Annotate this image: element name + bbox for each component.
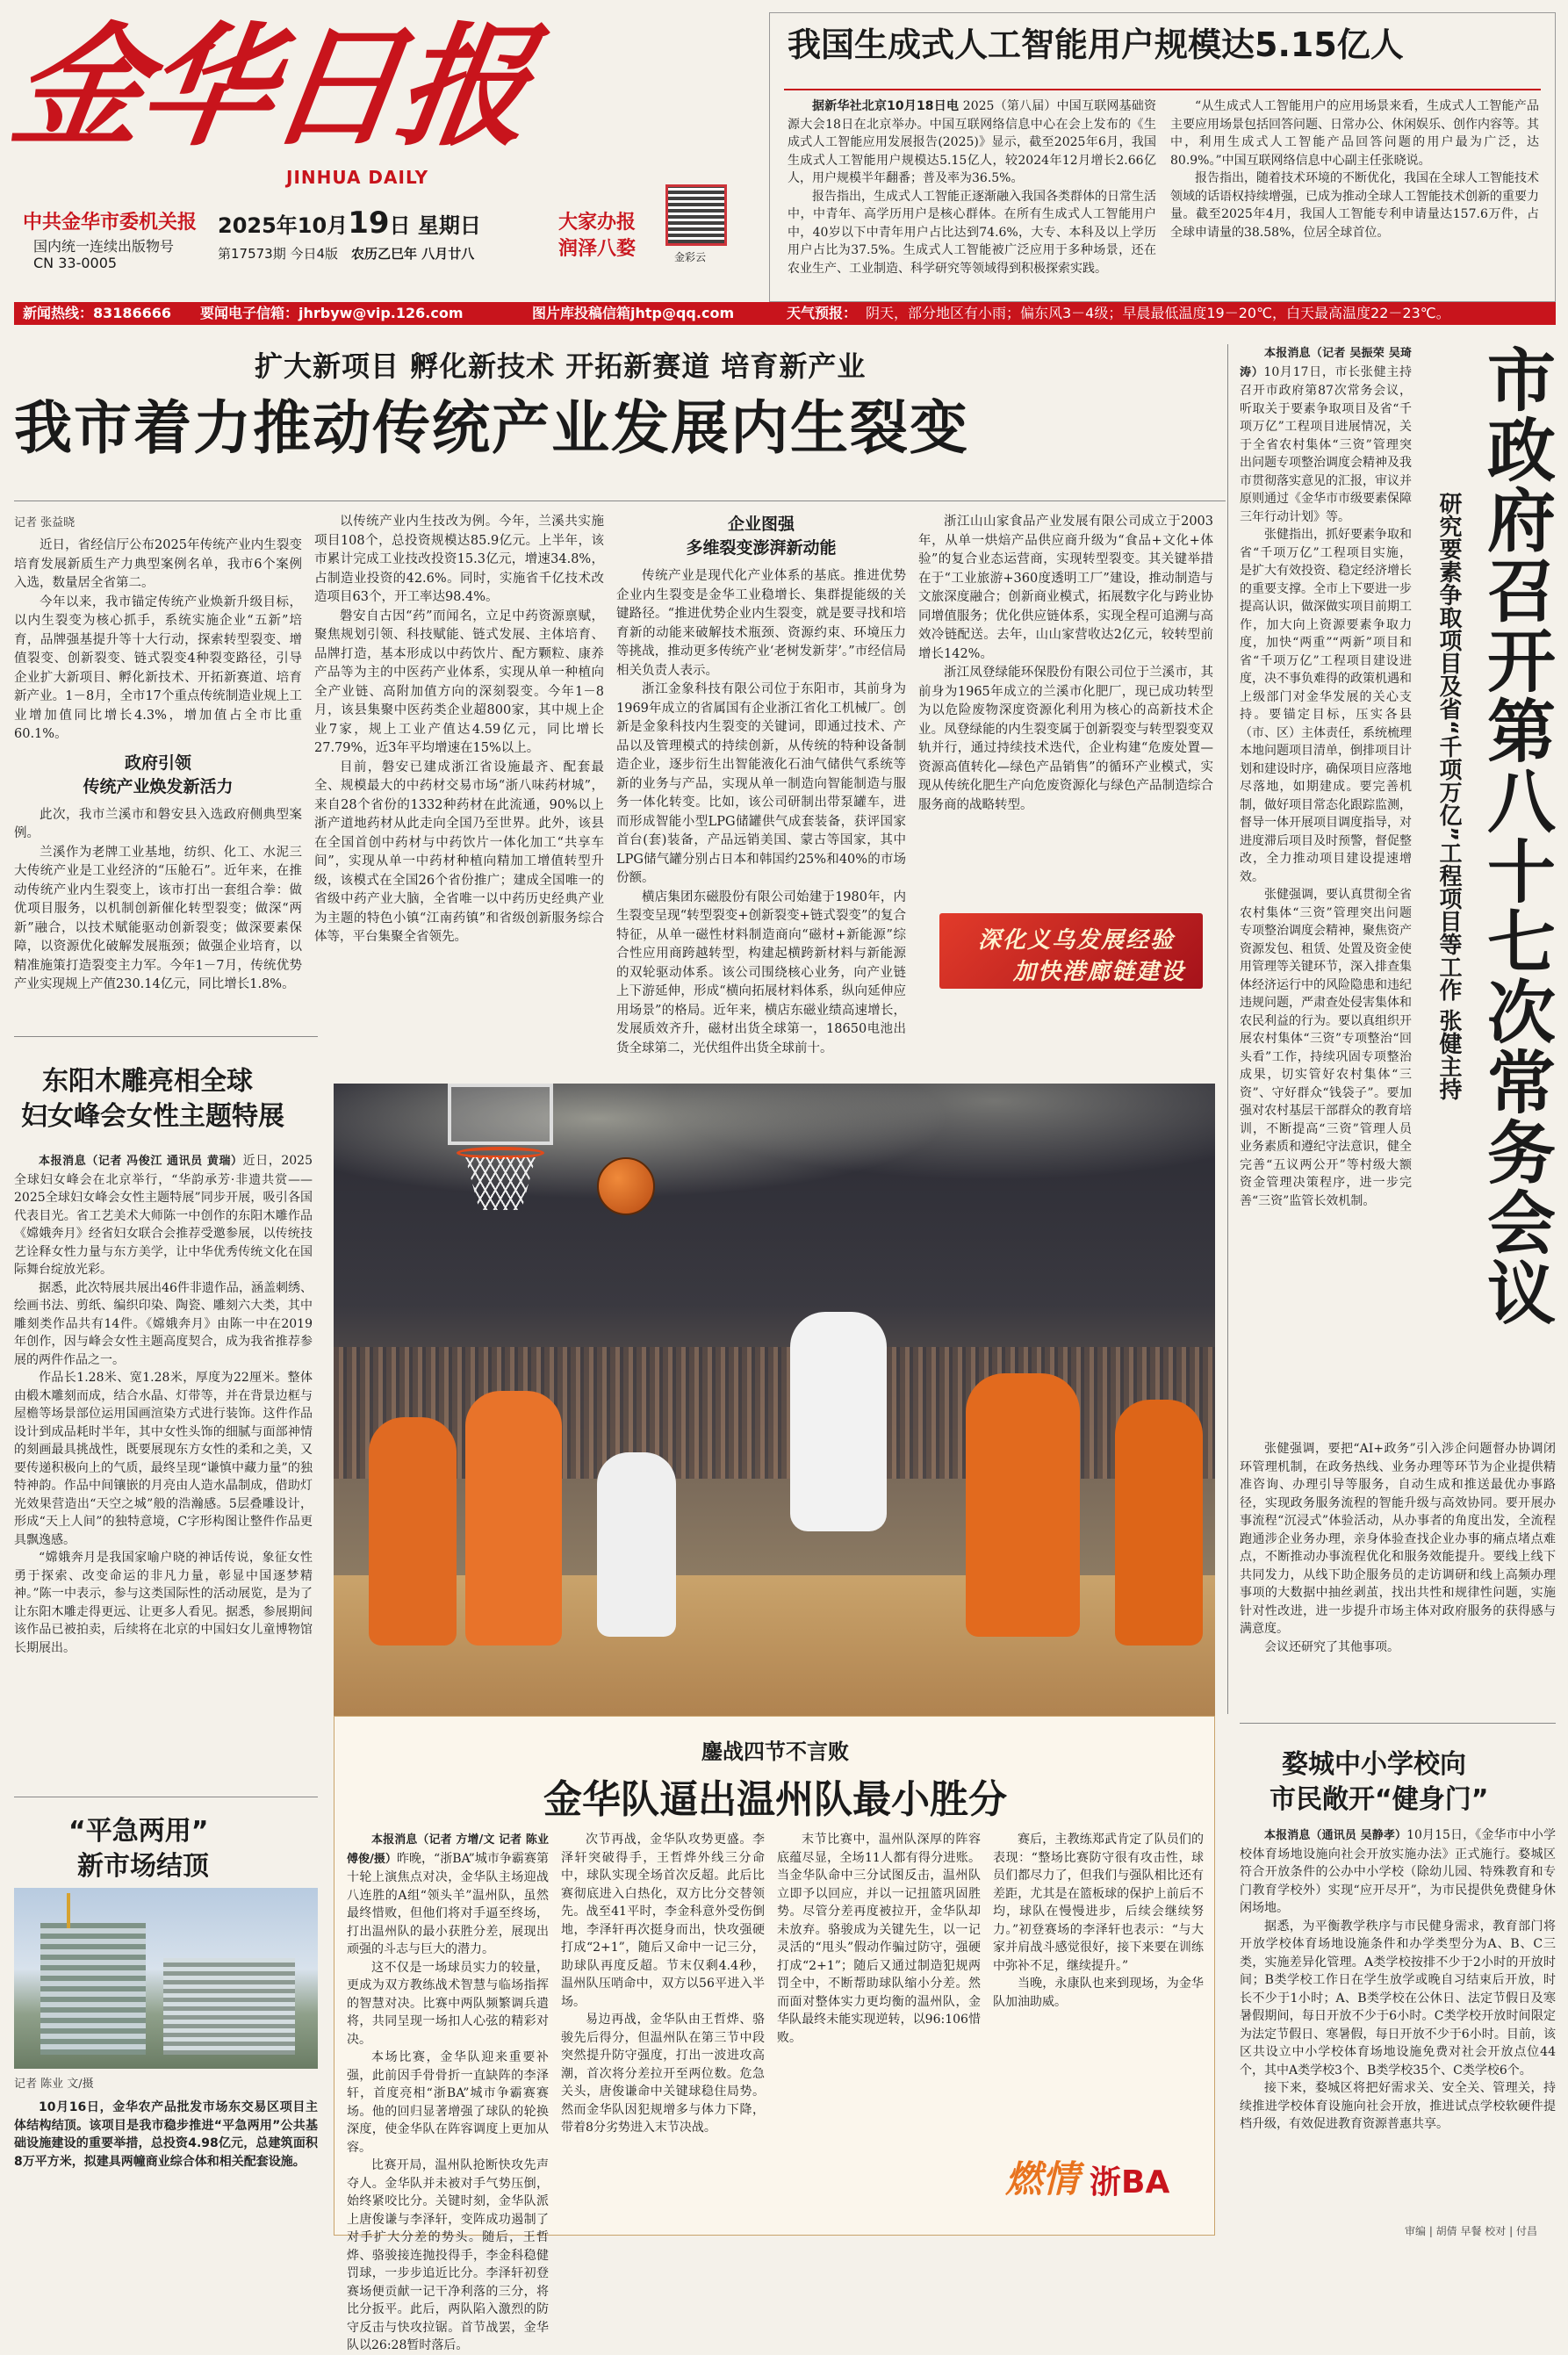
masthead-org: 中共金华市委机关报	[23, 212, 198, 234]
masthead-pinyin: JINHUA DAILY	[286, 167, 429, 188]
zheba-prefix: 燃情	[1005, 2157, 1080, 2200]
issue-date-day: 19	[348, 205, 390, 241]
market-byline: 记者 陈业 文/摄	[14, 2078, 94, 2091]
lead-p8: 传统产业是现代化产业体系的基底。推进优势企业内生裂变是金华工业稳增长、集群提能级的关键路径。“推进优势企业内生裂变，就是要寻找和培育新的动能来破解技术瓶颈、资源约束、环境压力等挑战，推动更多传统产业‘老树发新芽’。”市经信局相关负责人表示。	[616, 569, 906, 678]
market-photo	[14, 1888, 318, 2069]
lead-p7: 目前，磐安已建成浙江省设施最齐、配套最全、规模最大的中药材交易市场“浙八味药材城”，来自28个省份的1332种药材在此流通，90%以上浙产道地药材从此走向全国乃至世界。此外，该县在全国首创中药材与中药饮片一体化加工“共享车间”，实现从单一中药材种植向精加工增值转型升级，该模式在全国26个省份推广；建成全国唯一的省级中药产业大脑，全省唯一以中药历史经典产业为主题的特色小镇“江南药镇”和省级创新服务综合体等，平台集聚全省领先。	[314, 760, 604, 944]
lead-col-2	[314, 513, 604, 1005]
dongyang-p4: “嫦娥奔月是我国家喻户晓的神话传说，象征女性勇于探索、改变命运的非凡力量，彰显中国逐梦精神。”陈一中表示，参与这类国际性的活动展览，是为了让东阳木雕走得更远、让更多人看见。据悉，参展期间该作品已被拍卖，后续将在北京的中国妇女儿童博物馆长期展出。	[14, 1551, 313, 1655]
lead-p6: 磐安自古因“药”而闻名，立足中药资源禀赋，聚焦规划引领、科技赋能、链式发展、主体培育、品牌打造，基本形成以中药饮片、配方颗粒、康养产品等为主的中医药产业体系，实现从单一种植向全产业链、高附加值方向的深刻裂变。今年1－8月，该县集聚中医药类企业超800家，其中规上企业7家，规上工业产值达4.59亿元，同比增长27.79%，近3年平均增速在15%以上。	[314, 609, 604, 755]
basketball-p8: 赛后，主教练郑武肯定了队员们的表现：“整场比赛防守很有攻击性，球员们都尽力了，但我们与强队相比还有差距，尤其是在篮板球的保护上前后不均，球队在慢慢进步，后续会继续努力。”初登赛场的李泽轩也表示：“与大家并肩战斗感觉很好，接下来要在训练中弥补不足，继续提升。”	[993, 1833, 1204, 1973]
lead-p4: 兰溪作为老牌工业基地，纺织、化工、水泥三大传统产业是工业经济的“压舱石”。近年来，在推动传统产业内生裂变上，该市打出一套组合拳：做优项目服务，以机制创新催化转型裂变；做深“两新”融合，以技术赋能驱动创新裂变；做深要素保障，以资源优化破解发展瓶颈；做强企业培育，以精准施策打造裂变主力军。今年1－7月，传统优势产业实现规上产值230.14亿元，同比增长1.8%。	[14, 845, 302, 991]
basketball-photo	[334, 1084, 1215, 1716]
basketball-p4: 比赛开局，温州队抢断快攻先声夺人。金华队并未被对手气势压倒，始终紧咬比分。关键时刻，金华队派上唐俊谦与李泽轩，变阵成功遏制了对手扩大分差的势头。随后，王哲烨、骆骏接连抛投得手，李金科稳健罚球，一步步追近比分。李泽轩初登赛场便贡献一记干净利落的三分，将比分扳平。此后，两队陷入激烈的防守反击与快攻拉锯。首节战罢，金华队以26:28暂时落后。	[347, 2158, 549, 2352]
dongyang-title1: 东阳木雕亮相全球	[42, 1066, 253, 1097]
top-story-col-2	[1170, 97, 1539, 298]
basketball-p1: 昨晚，“浙BA”城市争霸赛第十轮上演焦点对决，金华队主场迎战八连胜的A组“领头羊”温州队，虽然最终惜败，但他们将对手逼至终场，打出温州队的最小获胜分差，展现出顽强的斗志与巨大的潜力。	[347, 1851, 550, 1956]
slogan-line2: 润泽八婺	[558, 238, 637, 260]
lead-p3: 此次，我市兰溪市和磐安县入选政府侧典型案例。	[14, 807, 302, 840]
top-story-title: 我国生成式人工智能用户规模达5.15亿人	[788, 25, 1404, 64]
meeting-p4: 张健强调，要把“AI+政务”引入涉企问题督办协调闭环管理机制，在政务热线、业务办理等环节为企业提供精准咨询、办理引导等服务，自动生成和推送最优办事路径，实现政务服务流程的智能升级与高效协同。要开展办事流程“沉浸式”体验活动，从办事者的角度出发，全流程跑通涉企业务办理，亲身体验查找企业办事的痛点堵点难点，不断推动办事流程优化和服务效能提升。要线上线下共同发力，从线下助企服务员的走访调研和线上高频办理事项的大数据中抽丝剥茧，找出共性和规律性问题，实施针对性改进，进一步提升市场主体对政府服务的获得感与满意度。	[1240, 1442, 1556, 1636]
player-orange-1	[369, 1417, 457, 1646]
lead-title: 我市着力推动传统产业发展内生裂变	[14, 394, 969, 462]
lead-col-1	[14, 513, 302, 1005]
lead-p10: 横店集团东磁股份有限公司始建于1980年，内生裂变呈现“转型裂变+创新裂变+链式裂变”的复合特征，从单一磁性材料制造商向“磁材+新能源”综合性应用商跨越转型，构建起横跨新材料与新能源的双轮驱动体系。该公司围绕核心业务，向产业链上下游延伸，形成“横向拓展材料体系，纵向延伸应用场景”的格局。近年来，横店东磁业绩高速增长，发展质效齐升，磁材出货全球第一，18650电池出货全球第二，光伏组件出货全球前十。	[616, 889, 906, 1055]
top-story-col-1	[788, 97, 1156, 298]
basketball-col-1	[347, 1831, 550, 2352]
meeting-p3: 张健强调，要认真贯彻全省农村集体“三资”管理突出问题专项整治调度会精神，聚焦资产资源发包、租赁、处置及资金使用管理等关键环节，深入排查集体经济运行中的风险隐患和违纪违规问题，严肃查处侵害集体和农民利益的行为。要以真组织开展农村集体“三资”专项整治“回头看”工作，持续巩固专项整治成果，切实管好农村集体“三资”、守好群众“钱袋子”。要加强对农村基层干部群众的教育培训，不断提高“三资”管理人员业务素质和遵纪守法意识，健全完善“五议两公开”等村级大额资金管理决策程序，进一步完善“三资”监管长效机制。	[1240, 888, 1412, 1208]
top-story-p1: 2025（第八届）中国互联网基础资源大会18日在北京举办。中国互联网络信息中心在会上发布的《生成式人工智能应用发展报告(2025)》显示，截至2025年6月，我国生成式人工智能用户规模达5.15亿人，较2024年12月增长2.66亿人，用户规模半年翻番；普及率为36.5%。	[788, 99, 1156, 185]
basketball-col-3	[777, 1831, 981, 2226]
lead-p12: 浙江凤登绿能环保股份有限公司位于兰溪市，其前身为1965年成立的兰溪市化肥厂，现已成功转型为以危险废物深度资源化利用为核心的高新技术企业。凤登绿能的内生裂变属于创新裂变与转型裂变双轨并行，通过持续技术迭代，企业构建“危废处置—资源高值转化—绿色产品销售”的循环产业模式，实现从传统化肥生产向危废资源化与绿色产品制造综合服务商的战略转型。	[918, 666, 1213, 812]
market-title2: 新市场结顶	[77, 1851, 209, 1882]
weather-text: 阴天，部分地区有小雨；偏东风3－4级；早晨最低温度19－20℃，白天最高温度22－23℃。	[866, 305, 1450, 321]
wucheng-title1: 婺城中小学校向	[1282, 1749, 1466, 1780]
player-white-jumping	[790, 1312, 887, 1531]
lead-p2: 今年以来，我市锚定传统产业焕新升级目标，以内生裂变为核心抓手，系统实施企业“五新”培育，品牌强基提升等十大行动，探索转型裂变、增值裂变、创新裂变、链式裂变4种裂变路径，引导企业扩大新项目、孵化新技术、开拓新赛道、培育新产业。1－8月，全市17个重点传统制造业规上工业增加值同比增长4.3%，增加值占全市比重60.1%。	[14, 594, 302, 741]
meeting-continuation	[1240, 1440, 1556, 1721]
lead-sub2b: 多维裂变澎湃新动能	[686, 538, 837, 558]
basketball-p6: 易边再战，金华队由王哲烨、骆骏先后得分，但温州队在第三节中段突然提升防守强度，打出一波进攻高潮，首次将分差拉开至两位数。危急关头，唐俊谦命中关键球稳住局势。然而金华队因犯规增多与体力下降，带着8分劣势进入末节决战。	[561, 2013, 765, 2135]
basketball-kicker: 鏖战四节不言败	[701, 1739, 849, 1764]
dongyang-byline: 本报消息（记者 冯俊江 通讯员 黄瑞）	[39, 1155, 243, 1168]
news-hotline: 新闻热线：83186666	[23, 305, 172, 321]
basketball-ball	[597, 1157, 655, 1215]
lead-p1: 近日，省经信厅公布2025年传统产业内生裂变培育发展新质生产力典型案例名单，我市6个案例入选，数量居全省第二。	[14, 538, 302, 590]
issue-number: 第17573期 今日4版	[218, 246, 339, 262]
wucheng-byline: 本报消息（通讯员 吴静孝）	[1264, 1829, 1407, 1842]
right-col-divider	[1227, 344, 1228, 1714]
market-crane	[67, 1893, 70, 1928]
photo-email[interactable]: 图片库投稿信箱jhtp@qq.com	[532, 305, 735, 321]
top-story	[769, 12, 1556, 302]
issue-date-ym: 2025年10月	[218, 213, 349, 238]
top-story-p4: 报告指出，随着技术环境的不断优化，我国在全球人工智能技术领域的话语权持续增强，已成为推动全球人工智能技术创新的重要力量。截至2025年4月，我国人工智能专利申请量达157.6万件，占全球申请量的38.58%，位居全球首位。	[1170, 171, 1539, 240]
lead-byline: 记者 张益晓	[14, 516, 76, 529]
lead-kicker: 扩大新项目 孵化新技术 开拓新赛道 培育新产业	[255, 349, 867, 383]
slogan-line1: 大家办报	[558, 212, 637, 234]
hoop	[457, 1147, 544, 1159]
basketball-byline: 本报消息（记者 方增/文 记者 陈业 傅俊/摄）	[347, 1833, 549, 1866]
issue-date	[218, 205, 481, 241]
meeting-p2: 张健指出，抓好要素争取和省“千项万亿”工程项目实施，是扩大有效投资、稳定经济增长的重要支撑。全市上下要进一步提高认识，做深做实项目前期工作，加大向上资源要素争取力度，加快“两重”“两新”项目和省“千项万亿”工程项目建设进度，决不事负难得的政策机遇和上级部门对金华发展的关心支持。要锚定目标，压实各县（市、区）主体责任，系统梳理本地问题项目清单，倒排项目计划和建设时序，确保项目应落地尽落地，如期建成。要完善机制，做好项目常态化跟踪监测，督导一体开展项目调度指导，对进度滞后项目及时预警，督促整改，全力推动项目建设提速增效。	[1240, 528, 1412, 884]
meeting-subtitle: 研究要素争取项目及省“千项万亿”工程项目等工作 张健主持	[1435, 492, 1462, 1101]
lead-p11: 浙江山山家食品产业发展有限公司成立于2003年，从单一烘焙产品供应商升级为“食品+文化+体验”的复合业态运营商，实现转型裂变。其关键举措在于“工业旅游+360度透明工厂”建设，推动制造与文旅深度融合；创新商业模式，拓展数字化与跨业协同增值服务；优化供应链体系，实现全程可追溯与高效冷链配送。去年，山山家营收达2亿元，较转型前增长142%。	[918, 515, 1213, 661]
lead-p5: 以传统产业内生技改为例。今年，兰溪共实施项目108个，总投资规模达85.9亿元。上半年，该市累计完成工业技改投资15.3亿元，增速34.8%，占制造业投资的42.6%。同时，实施省千亿技术改造项目63个，开工率达98.4%。	[314, 515, 604, 604]
dongyang-top-rule	[14, 1036, 318, 1037]
lead-sub2-block	[616, 513, 906, 560]
meeting-p1: 10月17日，市长张健主持召开市政府第87次常务会议，听取关于要素争取项目及省“千项万亿”工程项目进展情况，关于全省农村集体“三资”管理突出问题专项整治调度会精神及我市贯彻落实意见的汇报，审议并原则通过《金华市市级要素保障三年行动计划》等。	[1240, 364, 1412, 524]
market-caption-box	[14, 2099, 318, 2239]
top-story-dateline: 据新华社北京10月18日电	[812, 99, 960, 113]
promo-banner[interactable]	[939, 913, 1203, 989]
lead-col-4	[918, 513, 1213, 890]
backboard	[448, 1084, 553, 1145]
dongyang-text	[14, 1152, 313, 1802]
promo-line1: 深化义乌发展经验	[978, 927, 1176, 954]
basketball-col-4	[993, 1831, 1204, 2121]
promo-line2: 加快港廊链建设	[1013, 959, 1186, 985]
wucheng-p3: 接下来，婺城区将把好需求关、安全关、管理关，持续推进学校体育设施向社会开放，推进试点学校软硬件提档升级，有效促进教育资源普惠共享。	[1240, 2081, 1556, 2131]
basketball-story-box	[334, 1716, 1215, 2352]
market-caption: 10月16日，金华农产品批发市场东交易区项目主体结构结顶。该项目是我市稳步推进“平急两用”公共基础设施建设的重要举措，总投资4.98亿元，总建筑面积8万平方米，拟建具两幢商业综合体和相关配套设施。	[14, 2100, 318, 2169]
player-orange-3	[966, 1373, 1080, 1637]
lead-col-3	[616, 513, 906, 1055]
news-email[interactable]: 要闻电子信箱：jhrbyw@vip.126.com	[200, 305, 464, 321]
info-bar	[14, 302, 1556, 325]
dongyang-p1: 近日，2025全球妇女峰会在北京举行，“华韵承芳·非遗共赏——2025全球妇女峰会女性主题特展”同步开展，吸引各国代表目光。省工艺美术大师陈一中创作的东阳木雕作品《嫦娥奔月》经省妇女联合会推荐受邀参展，以传统技艺诠释女性力量与东方美学，让中华优秀传统文化在国际舞台绽放光彩。	[14, 1154, 313, 1277]
player-orange-2	[465, 1391, 562, 1646]
qr-code[interactable]	[665, 184, 727, 246]
meeting-p5: 会议还研究了其他事项。	[1264, 1639, 1399, 1654]
lead-p9: 浙江金象科技有限公司位于东阳市，其前身为1969年成立的省属国有企业浙江省化工机械厂。创新是金象科技内生裂变的关键词，即通过技术、产品以及管理模式的持续创新，从传统的特种设备制造企业，逐步衍生出智能液化石油气储供气系统等新的业务与产品，实现从单一制造向智能制造与服务一体化转变。比如，该公司研制出带泵罐车，进而形成智能小型LPG储罐供气成套装备，获评国家首台(套)装备，产品远销美国、蒙古等国家，其中LPG储气罐分别占日本和韩国约25%和40%的市场份额。	[616, 682, 906, 885]
app-name: 金彩云	[674, 251, 707, 263]
masthead-logo: 金华日报	[3, 10, 538, 164]
dongyang-p2: 据悉，此次特展共展出46件非遗作品，涵盖刺绣、绘画书法、剪纸、编织印染、陶瓷、雕刻六大类，其中雕刻类作品共有14件。《嫦娥奔月》由陈一中在2019年创作，因与峰会女性主题高度契合，成为我省推荐参展的两件作品之一。	[14, 1280, 313, 1367]
top-story-p2: 报告指出，生成式人工智能正逐渐融入我国各类群体的日常生活中，中青年、高学历用户是核心群体。在所有生成式人工智能用户中，40岁以下中青年用户占比达到74.6%，大专、本科及以上学历用户占比为37.5%。生成式人工智能被广泛应用于多种场景，还在农业生产、工业制造、科学研究等领域得到积极探索实践。	[788, 189, 1156, 276]
market-building-main	[40, 1923, 146, 2055]
wucheng-top-rule	[1240, 1723, 1556, 1724]
masthead	[3, 10, 760, 302]
lead-sub1-block	[14, 752, 302, 799]
editor-credit: 审编 | 胡倩 早餐 校对 | 付昌	[1405, 2225, 1537, 2237]
meeting-title: 市政府召开第八十七次常务会议	[1476, 344, 1555, 1328]
player-white-left	[597, 1452, 676, 1637]
market-title1: “平急两用”	[68, 1816, 209, 1847]
zheba-brand: 浙BA	[1090, 2164, 1170, 2200]
top-story-title-underline	[784, 89, 1541, 90]
basketball-p5: 次节再战，金华队攻势更盛。李泽轩突破得手，王哲烨外线三分命中，球队实现全场首次反超。此后比赛彻底进入白热化，双方比分交替领先。战至41平时，李金科意外受伤倒地，李泽轩再次挺身而出，快攻强硬打成“2+1”，随后又命中一记三分，助球队再度反超。节末仅剩4.4秒，温州队压哨命中，双方以56平进入半场。	[561, 1833, 765, 2009]
basketball-p2: 这不仅是一场球员实力的较量，更成为双方教练战术智慧与临场指挥的智慧对决。比赛中两队频繁调兵遣将，共同呈现一场扣人心弦的精彩对决。	[347, 1960, 549, 2047]
zheba-logo[interactable]	[1002, 2138, 1195, 2217]
basketball-p3: 本场比赛，金华队迎来重要补强，此前因手骨骨折一直缺阵的李泽轩，首度亮相“浙BA”城市争霸赛赛场。他的回归显著增强了球队的轮换深度，使金华队在阵容调度上更加从容。	[347, 2050, 549, 2155]
basketball-p7: 末节比赛中，温州队深厚的阵容底蕴尽显，全场11人都有得分进账。当金华队命中三分试图反击，温州队立即予以回应，并以一记扭篮巩固胜势。尽管分差再度被拉开，金华队却未放弃。骆骏成为关键先生，以一记灵活的“甩头”假动作骗过防守，强硬打成“2+1”；随后又通过制造犯规两罚全中，不断帮助球队缩小分差。然而面对整体实力更均衡的温州队，金华队最终未能实现逆转，以96:106惜败。	[777, 1833, 981, 2045]
market-building-side	[163, 1958, 295, 2055]
basketball-p9: 当晚，永康队也来到现场，为金华队加油助威。	[993, 1977, 1204, 2009]
basketball-title: 金华队逼出温州队最小胜分	[543, 1777, 1007, 1822]
wucheng-p2: 据悉，为平衡教学秩序与市民健身需求，教育部门将开放学校体育场地设施条件和办学类型分为A、B、C三类，实施差异化管理。A类学校按排不少于2小时的开放时间；B类学校工作日在学生放学或晚自习结束后开放，时长不少于1小时；A、B类学校在公休日、法定节假日及寒暑假期间，每日开放不少于6小时。C类学校开放时间限定为法定节假日、寒暑假，每日开放不少于6小时。目前，该区共设立中小学校体育场地设施免费对社会开放点位44个，其中A类学校3个、B类学校35个、C类学校6个。	[1240, 1919, 1556, 2078]
dongyang-title2: 妇女峰会女性主题特展	[21, 1101, 284, 1132]
dongyang-p3: 作品长1.28米、宽1.28米，厚度为22厘米。整体由椴木雕刻而成，结合水晶、灯带等，并在背景边框与屋檐等场景部位运用国画渲染方式进行装饰。这件作品设计到成品耗时半年，其中女性头饰的细腻与面部神情的刻画最具挑战性，既要展现东方女性的柔和之美，又要传递积极向上的气质，最终呈现“谦慎中藏力量”的独特神韵。作品中间镶嵌的月亮由人造水晶制成，借助灯光效果营造出“天空之城”般的浩瀚感。5层叠雕设计，形成“天上人间”的独特意境，C字形构图让整件作品更具飘逸感。	[14, 1371, 313, 1547]
lunar-date: 农历乙巳年 八月廿八	[351, 246, 475, 262]
wucheng-text	[1240, 1826, 1556, 2216]
meeting-byline: 本报消息（记者 吴振荣 吴琦涛）	[1240, 347, 1412, 379]
wucheng-p1: 10月15日，《金华市中小学校体育场地设施向社会开放实施办法》正式施行。婺城区符合开放条件的公办中小学校（除幼儿园、特殊教育和专门教育学校外）实现“应开尽开”，为市民提供免费健身休闲场地。	[1240, 1828, 1556, 1915]
weather-label: 天气预报：	[787, 305, 858, 321]
lead-sub1: 政府引领	[124, 753, 191, 773]
lead-sub2: 企业图强	[727, 515, 795, 534]
cn-label: 国内统一连续出版物号	[33, 238, 175, 255]
player-orange-4	[1115, 1400, 1203, 1646]
issue-weekday: 日 星期日	[389, 213, 481, 238]
lead-sub1b: 传统产业焕发新活力	[83, 776, 234, 796]
cn-number: CN 33-0005	[33, 255, 118, 271]
top-story-p3: “从生成式人工智能用户的应用场景来看，生成式人工智能产品主要应用场景包括回答问题、日常办公、休闲娱乐、创作内容等。其中，利用生成式人工智能产品回答问题的用户最为广泛，达80.9%。”中国互联网络信息中心副主任张晓说。	[1170, 99, 1539, 168]
basketball-col-2	[561, 1831, 765, 2226]
wucheng-title2: 市民敞开“健身门”	[1270, 1784, 1489, 1815]
